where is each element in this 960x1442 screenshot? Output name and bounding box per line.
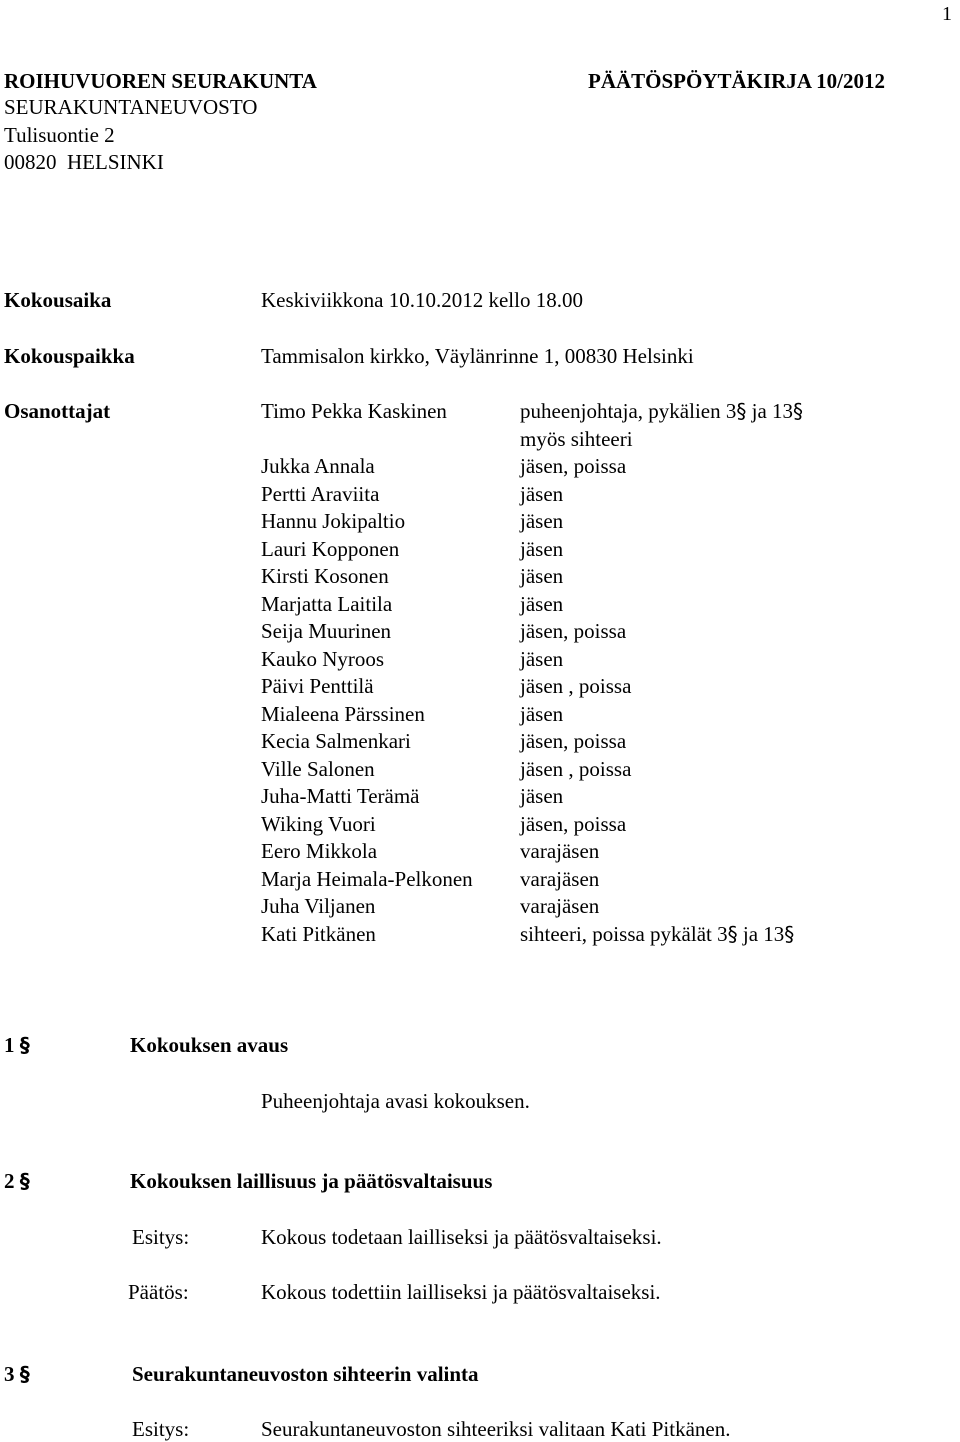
council-name: SEURAKUNTANEUVOSTO [4, 95, 258, 119]
section-2-esitys-text: Kokous todetaan lailliseksi ja päätösvaltaiseksi. [261, 1225, 662, 1249]
section-2-number: 2 § [4, 1169, 30, 1193]
participant-name: Päivi Penttilä [261, 674, 374, 698]
participant-role: jäsen , poissa [520, 674, 632, 698]
doc-title: PÄÄTÖSPÖYTÄKIRJA 10/2012 [588, 69, 885, 93]
participant-name: Mialeena Pärssinen [261, 702, 425, 726]
section-3-title: Seurakuntaneuvoston sihteerin valinta [132, 1362, 479, 1386]
section-3-esitys-label: Esitys: [132, 1417, 190, 1441]
participant-role: varajäsen [520, 894, 600, 918]
participant-name: Kecia Salmenkari [261, 729, 411, 753]
participant-name: Jukka Annala [261, 454, 375, 478]
participant-name: Hannu Jokipaltio [261, 509, 406, 533]
participant-name: Kati Pitkänen [261, 922, 376, 946]
participant-role: puheenjohtaja, pykälien 3§ ja 13§ [520, 399, 804, 423]
participant-role: jäsen [520, 482, 564, 506]
participant-role: jäsen [520, 784, 564, 808]
section-1-text: Puheenjohtaja avasi kokouksen. [261, 1089, 530, 1113]
participant-role: jäsen [520, 647, 564, 671]
section-3-number: 3 § [4, 1362, 30, 1386]
meeting-place-label: Kokouspaikka [4, 344, 135, 368]
meeting-time-value: Keskiviikkona 10.10.2012 kello 18.00 [261, 288, 583, 312]
participant-name: Marja Heimala-Pelkonen [261, 867, 473, 891]
participant-role: jäsen , poissa [520, 757, 632, 781]
section-sign: § [727, 922, 738, 946]
participant-name: Juha Viljanen [261, 894, 376, 918]
section-sign: § [736, 399, 747, 423]
section-sign: § [19, 1169, 30, 1193]
participant-name: Timo Pekka Kaskinen [261, 399, 447, 423]
section-1-title: Kokouksen avaus [130, 1033, 289, 1057]
participant-name: Kauko Nyroos [261, 647, 385, 671]
participant-name: Wiking Vuori [261, 812, 376, 836]
participant-name: Lauri Kopponen [261, 537, 400, 561]
participant-role: varajäsen [520, 867, 600, 891]
participants-label: Osanottajat [4, 399, 111, 423]
participant-role: jäsen [520, 537, 564, 561]
participant-role-continued: myös sihteeri [520, 427, 633, 451]
participant-role: jäsen [520, 702, 564, 726]
participant-role: jäsen [520, 592, 564, 616]
participant-name: Eero Mikkola [261, 839, 378, 863]
section-1-number: 1 § [4, 1033, 30, 1057]
participant-name: Ville Salonen [261, 757, 375, 781]
participant-role: jäsen, poissa [520, 812, 627, 836]
section-sign: § [784, 922, 795, 946]
participant-name: Seija Muurinen [261, 619, 392, 643]
section-2-esitys-label: Esitys: [132, 1225, 190, 1249]
postal-address: 00820 HELSINKI [4, 150, 164, 174]
participant-role: jäsen [520, 509, 564, 533]
section-3-esitys-text: Seurakuntaneuvoston sihteeriksi valitaan Kati Pitkänen. [261, 1417, 731, 1441]
meeting-place-value: Tammisalon kirkko, Väylänrinne 1, 00830 Helsinki [261, 344, 694, 368]
participant-role: jäsen, poissa [520, 729, 627, 753]
section-sign: § [793, 399, 804, 423]
participant-role: varajäsen [520, 839, 600, 863]
section-2-paatos-label: Päätös: [128, 1280, 189, 1304]
section-2-paatos-text: Kokous todettiin lailliseksi ja päätösvaltaiseksi. [261, 1280, 661, 1304]
participant-name: Pertti Araviita [261, 482, 380, 506]
section-sign: § [19, 1362, 30, 1386]
meeting-time-label: Kokousaika [4, 288, 112, 312]
participant-role: jäsen, poissa [520, 619, 627, 643]
participant-name: Juha-Matti Terämä [261, 784, 420, 808]
participant-role: sihteeri, poissa pykälät 3§ ja 13§ [520, 922, 795, 946]
participant-role: jäsen [520, 564, 564, 588]
org-name: ROIHUVUOREN SEURAKUNTA [4, 69, 317, 93]
participant-name: Kirsti Kosonen [261, 564, 389, 588]
participant-name: Marjatta Laitila [261, 592, 393, 616]
page-number: 1 [942, 3, 952, 25]
section-sign: § [19, 1033, 30, 1057]
street-address: Tulisuontie 2 [4, 123, 115, 147]
section-2-title: Kokouksen laillisuus ja päätösvaltaisuus [130, 1169, 493, 1193]
participant-role: jäsen, poissa [520, 454, 627, 478]
